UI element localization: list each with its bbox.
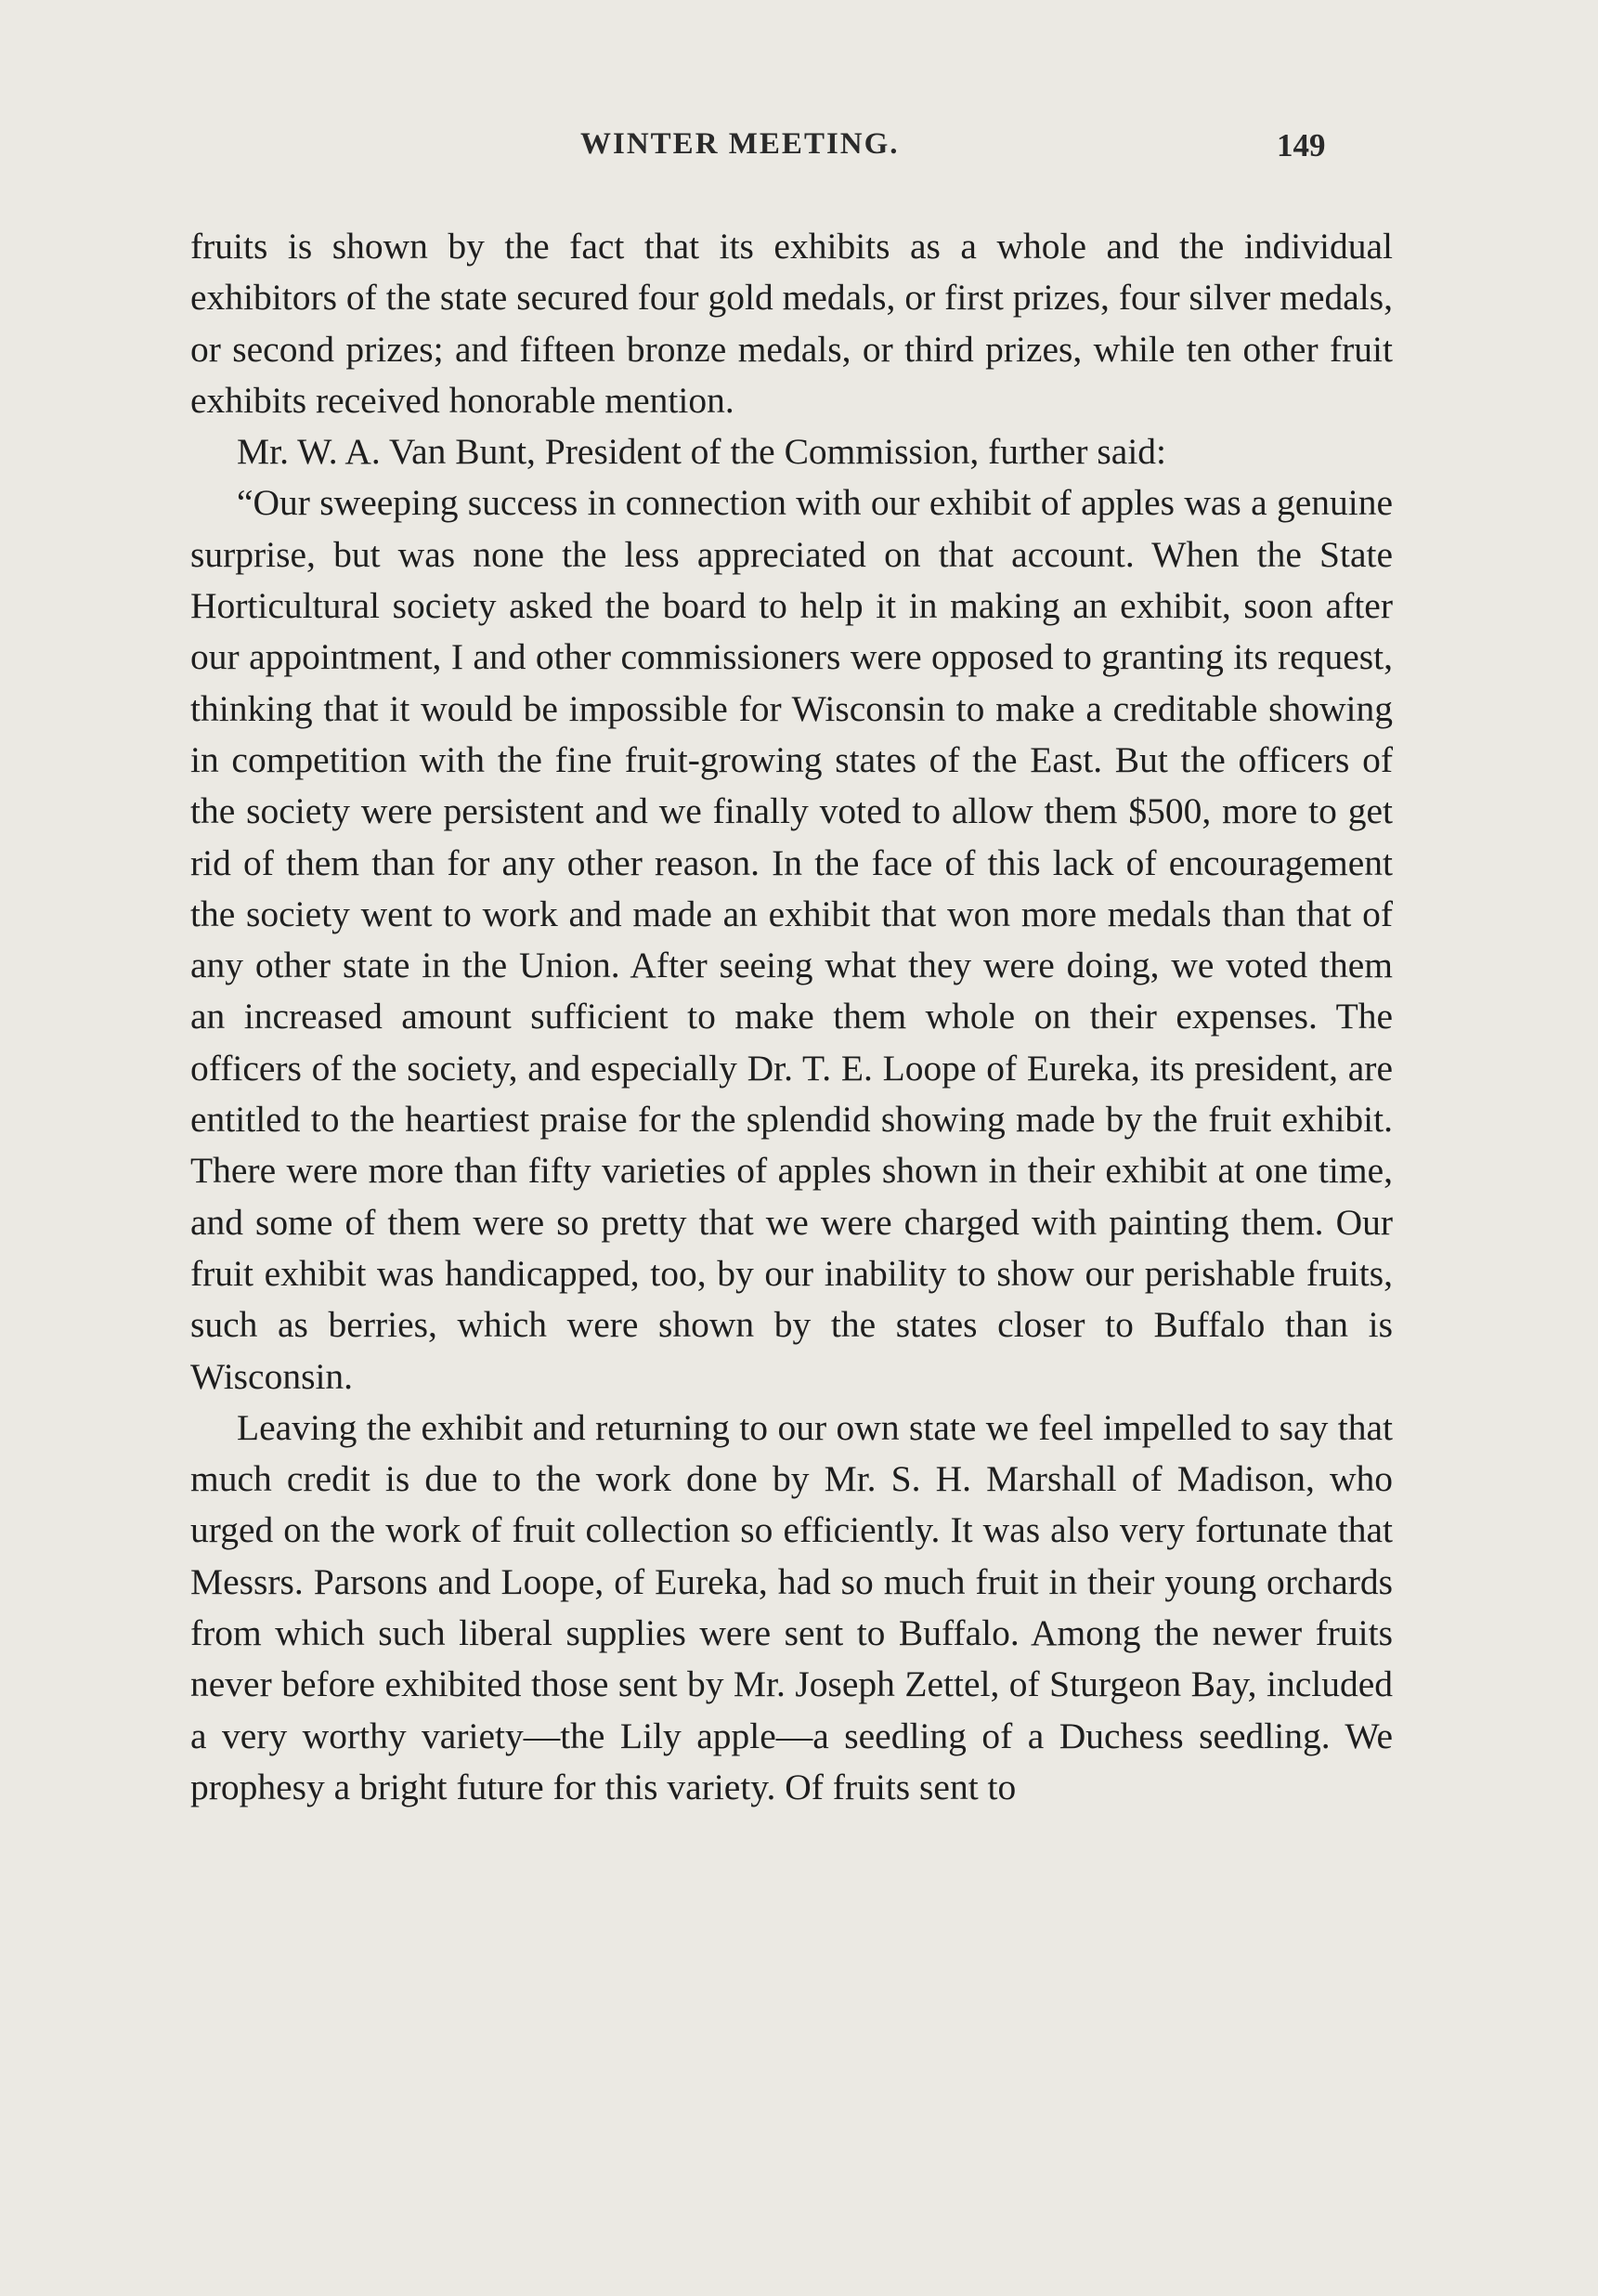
body-text bbox=[190, 221, 1393, 1813]
paragraph-continued: fruits is shown by the fact that its exhibits as a whole and the individual exhibitors of the state secured four gold medals, or first prizes, four silver medals, or second prizes; and fifteen bronze medals, or third prizes, while ten other fruit exhibits received honorable mention. bbox=[190, 226, 1393, 421]
paragraph-quotation: “Our sweeping success in connection with our exhibit of apples was a genuine surprise, but was none the less appreciated on that account. When the State Horticultural society asked the board to help it in making an exhibit, soon after our appointment, I and other commissioners were opposed to granting its request, thinking that it would be impossible for Wisconsin to make a creditable showing in competition with the fine fruit-growing states of the East. But the officers of the society were persistent and we finally voted to allow them $500, more to get rid of them than for any other reason. In the face of this lack of encouragement the society went to work and made an exhibit that won more medals than that of any other state in the Union. After seeing what they were doing, we voted them an increased amount sufficient to make them whole on their expenses. The officers of the society, and especially Dr. T. E. Loope of Eureka, its president, are entitled to the heartiest praise for the splendid showing made by the fruit exhibit. There were more than fifty varieties of apples shown in their exhibit at one time, and some of them were so pretty that we were charged with painting them. Our fruit exhibit was handicapped, too, by our inability to show our perishable fruits, such as berries, which were shown by the states closer to Buffalo than is Wisconsin. bbox=[190, 482, 1393, 1397]
running-head: WINTER MEETING. bbox=[580, 127, 900, 161]
paragraph-closing: Leaving the exhibit and returning to our own state we feel impelled to say that much credit is due to the work done by Mr. S. H. Marshall of Madison, who urged on the work of fruit collection so efficiently. It was also very fortunate that Messrs. Parsons and Loope, of Eureka, had so much fruit in their young orchards from which such liberal supplies were sent to Buffalo. Among the newer fruits never before exhibited those sent by Mr. Joseph Zettel, of Sturgeon Bay, included a very worthy variety—the Lily apple—a seedling of a Duchess seedling. We prophesy a bright future for this variety. Of fruits sent to bbox=[190, 1406, 1393, 1807]
page-number: 149 bbox=[1277, 127, 1326, 163]
paragraph-speaker-intro: Mr. W. A. Van Bunt, President of the Commission, further said: bbox=[237, 431, 1167, 473]
